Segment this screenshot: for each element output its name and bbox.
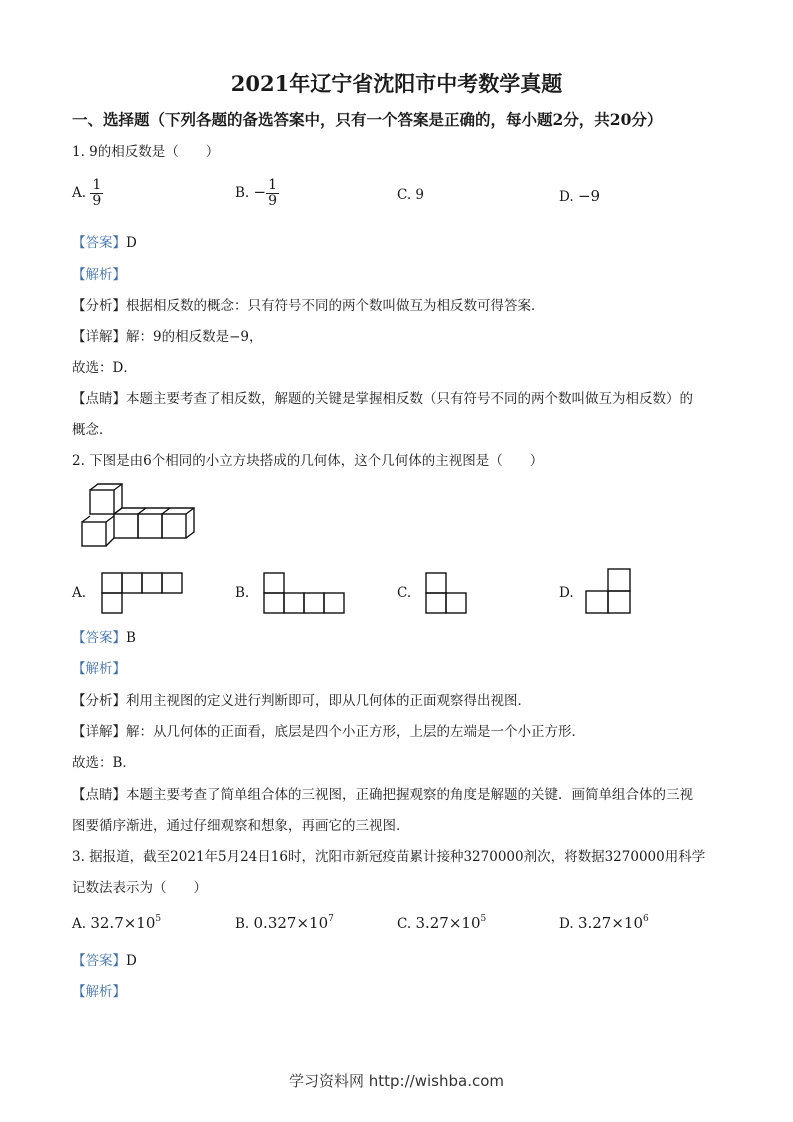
- answer-value: B: [126, 630, 136, 646]
- denominator: 9: [268, 193, 278, 209]
- dianjing-tag: 【点睛】: [72, 391, 126, 407]
- q1-xiangjie: [72, 328, 263, 346]
- exponent: 6: [643, 914, 649, 924]
- q1-guxuan: 故选：D．: [72, 360, 137, 376]
- option-value: 32.7×10: [90, 914, 156, 932]
- answer-tag: 【答案】: [72, 235, 126, 251]
- dianjing-text: 本题主要考查了相反数，解题的关键是掌握相反数（只有符号不同的两个数叫做互为相反数）的: [126, 391, 693, 407]
- option-label: A.: [72, 916, 87, 932]
- q2-solid-figure: [78, 484, 203, 549]
- q1-jiexi-tag: 【解析】: [72, 267, 126, 283]
- q1-fenxi: [72, 297, 545, 315]
- q3-answer: [72, 952, 137, 970]
- section-heading: 一、选择题（下列各题的备选答案中，只有一个答案是正确的，每小题2分，共20分）: [72, 110, 663, 129]
- q2-guxuan: 故选：B．: [72, 755, 136, 771]
- option-value: −9: [577, 187, 601, 205]
- exponent: 5: [480, 914, 487, 924]
- q3-option-d: [559, 914, 649, 932]
- exponent: 7: [328, 914, 334, 924]
- fenxi-text: 根据相反数的概念：只有符号不同的两个数叫做互为相反数可得答案．: [126, 298, 545, 314]
- q3-option-b: [235, 914, 334, 932]
- q2-option-a-figure: [100, 572, 186, 616]
- q2-stem: 2. 下图是由6个相同的小立方块搭成的几何体，这个几何体的主视图是（ ）: [72, 453, 544, 469]
- q1-option-c: C. 9: [397, 187, 425, 203]
- xiangjie-text: 解：9的相反数是−9，: [126, 329, 263, 345]
- answer-tag: 【答案】: [72, 953, 126, 969]
- q3-stem: 3. 据报道，截至2021年5月24日16时，沈阳市新冠疫苗累计接种3270000剂次，将数据3270000用科学: [72, 849, 706, 865]
- option-label: B.: [235, 185, 250, 201]
- footer-watermark: 学习资料网 http://wishba.com: [289, 1072, 504, 1090]
- q3-option-c: [397, 914, 486, 932]
- xiangjie-tag: 【详解】: [72, 724, 126, 740]
- numerator: 1: [92, 177, 102, 193]
- fraction: [266, 178, 279, 209]
- option-label: D.: [559, 916, 574, 932]
- q2-jiexi-tag: 【解析】: [72, 661, 126, 677]
- option-label: D.: [559, 189, 574, 205]
- fenxi-text: 利用主视图的定义进行判断即可，即从几何体的正面观察得出视图．: [126, 693, 531, 709]
- option-value: 0.327×10: [253, 914, 329, 932]
- option-label: C.: [397, 916, 412, 932]
- minus-sign: −: [253, 183, 267, 201]
- option-label: A.: [72, 185, 87, 201]
- page-title: 2021年辽宁省沈阳市中考数学真题: [230, 71, 563, 96]
- q2-option-c-label: C.: [397, 585, 412, 601]
- option-label: B.: [235, 916, 250, 932]
- q1-option-b: [235, 178, 279, 209]
- numerator: 1: [268, 177, 278, 193]
- fraction: [90, 178, 103, 209]
- option-value: 3.27×10: [577, 914, 643, 932]
- q1-dianjing: [72, 390, 693, 408]
- xiangjie-tag: 【详解】: [72, 329, 126, 345]
- q1-answer: [72, 234, 137, 252]
- q2-fenxi: [72, 692, 531, 710]
- q3-option-a: [72, 914, 161, 932]
- q2-option-d-label: D.: [559, 585, 574, 601]
- q2-dianjing: [72, 786, 693, 804]
- exponent: 5: [155, 914, 162, 924]
- fenxi-tag: 【分析】: [72, 693, 126, 709]
- answer-value: D: [126, 953, 137, 969]
- answer-tag: 【答案】: [72, 630, 126, 646]
- q3-jiexi-tag: 【解析】: [72, 984, 126, 1000]
- q1-stem: 1. 9的相反数是（ ）: [72, 144, 220, 160]
- fenxi-tag: 【分析】: [72, 298, 126, 314]
- q2-option-c-figure: [424, 572, 472, 616]
- option-value: 3.27×10: [415, 914, 481, 932]
- q2-option-b-label: B.: [235, 585, 250, 601]
- q1-option-d: [559, 187, 600, 205]
- q2-answer: [72, 629, 136, 647]
- q2-option-a-label: A.: [72, 585, 87, 601]
- q2-xiangjie: [72, 723, 585, 741]
- q1-option-a: [72, 178, 103, 209]
- denominator: 9: [92, 193, 102, 209]
- q1-dianjing-cont: 概念．: [72, 422, 113, 438]
- dianjing-text: 本题主要考查了简单组合体的三视图，正确把握观察的角度是解题的关键．画简单组合体的三视: [126, 787, 693, 803]
- dianjing-tag: 【点睛】: [72, 787, 126, 803]
- q3-stem-cont: 记数法表示为（ ）: [72, 880, 207, 896]
- answer-value: D: [126, 235, 137, 251]
- q2-option-d-figure: [584, 568, 634, 618]
- xiangjie-text: 解：从几何体的正面看，底层是四个小正方形，上层的左端是一个小正方形．: [126, 724, 585, 740]
- q2-dianjing-cont: 图要循序渐进，通过仔细观察和想象，再画它的三视图．: [72, 818, 410, 834]
- q2-option-b-figure: [262, 572, 348, 616]
